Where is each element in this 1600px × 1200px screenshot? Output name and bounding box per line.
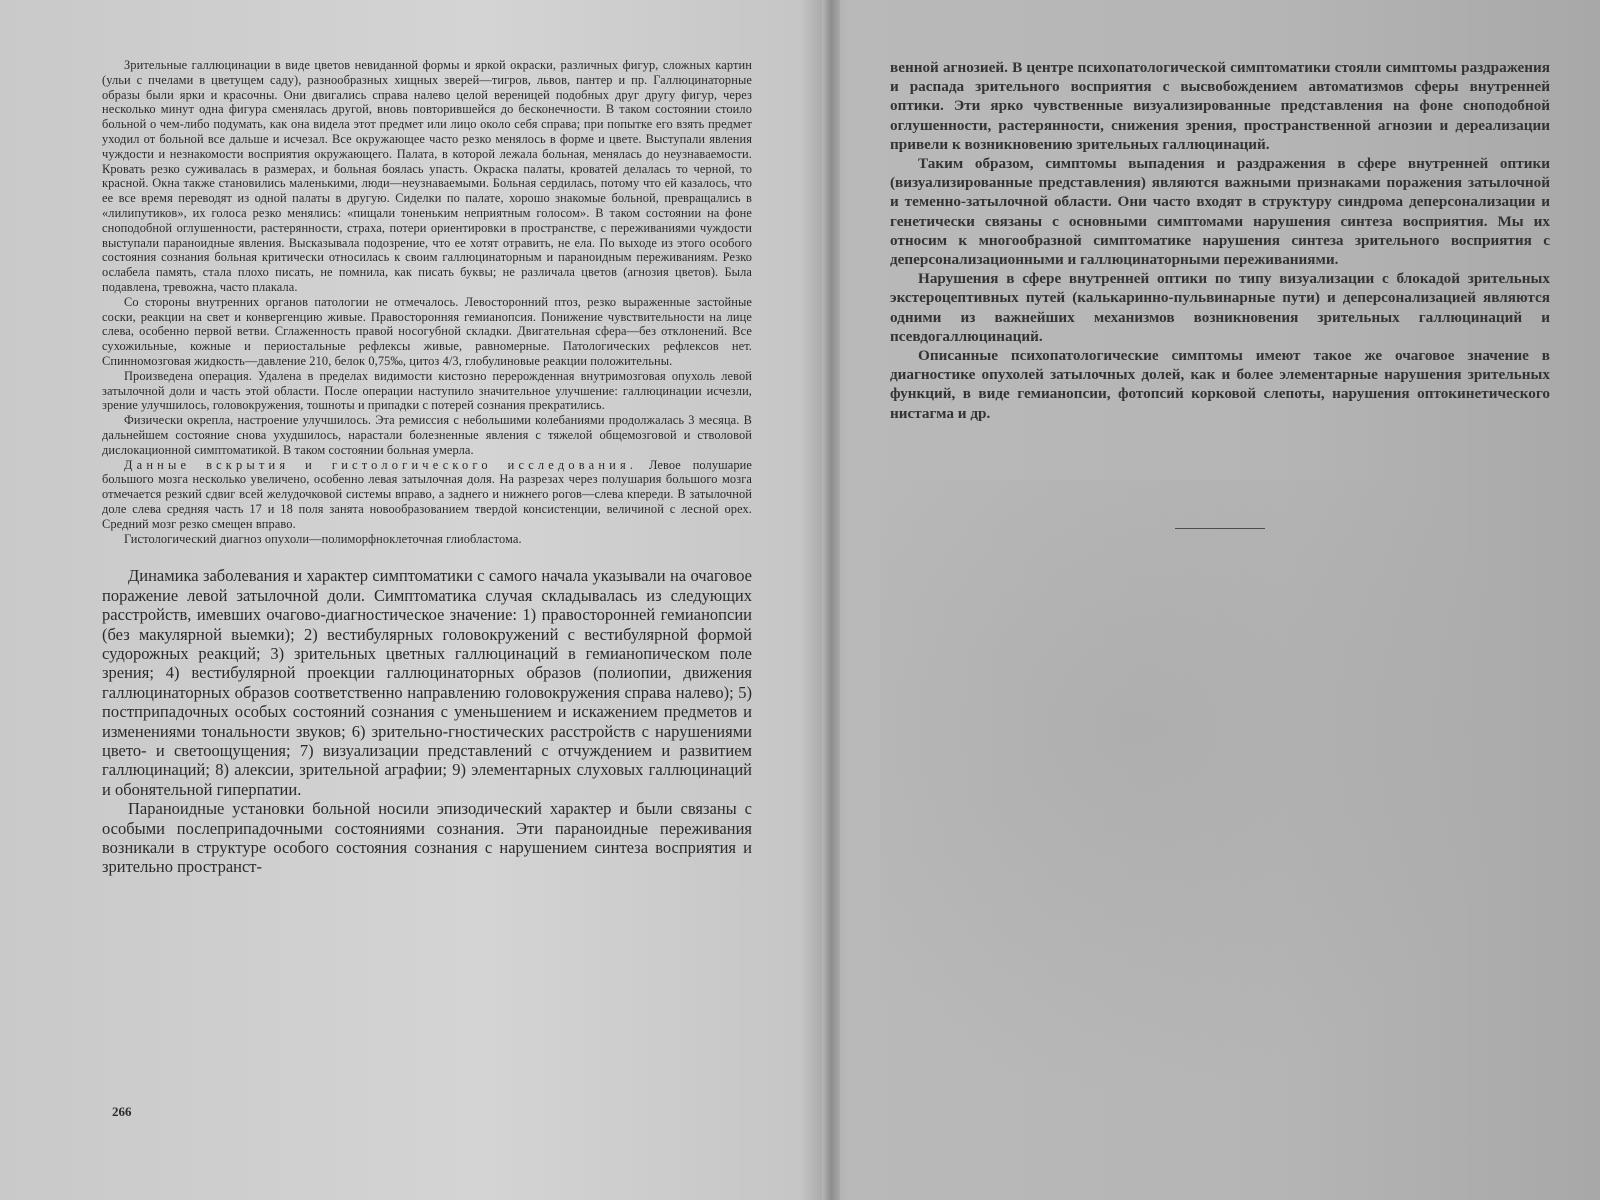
- conclusion-paragraph: венной агнозией. В центре психопатологической симптоматики стояли симптомы раздражения и распада зрительного восприятия с высвобождением автоматизмов сферы внутренней оптики. Эти ярко чувственные визуализированные представления на фоне сноподобной оглушенности, растерянности, снижения зрения, пространственной агнозии и дереализации привели к возникновению зрительных галлюцинаций.: [890, 59, 1550, 153]
- discussion-paragraph: Параноидные установки больной носили эпизодический характер и были связаны с особыми послеприпадочными состояниями сознания. Эти параноидные переживания возникали в структуре особого состояния сознания с нарушением синтеза восприятия и зрительно пространст-: [102, 799, 752, 877]
- autopsy-text: Левое полушарие большого мозга несколько увеличено, особенно левая затылочная доля. На разрезах через полушария большого мозга отмечается резкий сдвиг всей желудочковой системы вправо, а заднего и нижнего рогов—слева кпереди. В затылочной доле слева средняя часть 17 и 18 поля занята новообразованием твердой консистенции, величиной с лесной орех. Средний мозг резко смещен вправо.: [102, 457, 752, 531]
- histology-diagnosis: Гистологический диагноз опухоли—полиморфноклеточная глиобластома.: [124, 531, 522, 546]
- conclusion-paragraph: Описанные психопатологические симптомы имеют такое же очаговое значение в диагностике опухолей затылочных долей, как и более элементарные нарушения зрительных функций, в виде гемианопсии, фотопсий корковой слепоты, нарушения оптокинетического нистагма и др.: [890, 347, 1550, 422]
- book-gutter: [822, 0, 840, 1200]
- left-page: [102, 58, 752, 1138]
- conclusion-paragraph: Таким образом, симптомы выпадения и раздражения в сфере внутренней оптики (визуализированные представления) являются важными признаками поражения затылочной и теменно-затылочной области. Они часто входят в структуру синдрома деперсонализации и генетически связаны с основными симптомами нарушения синтеза восприятия. Мы их относим к многообразной симптоматике нарушения синтеза зрительного восприятия с деперсонализационными и галлюцинаторными переживаниями.: [890, 155, 1550, 269]
- discussion: [102, 566, 752, 877]
- case-paragraph: Произведена операция. Удалена в пределах видимости кистозно перерожденная внутримозговая опухоль левой затылочной доли и часть этой области. После операции наступило значительное улучшение: галлюцинации исчезли, зрение улучшилось, головокружения, тошноты и припадки с потерей сознания прекратились.: [102, 368, 752, 413]
- case-paragraph: Зрительные галлюцинации в виде цветов невиданной формы и яркой окраски, различных фигур, сложных картин (ульи с пчелами в цветущем саду), разнообразных хищных зверей—тигров, львов, пантер и пр. Галлюцинаторные образы были ярки и красочны. Они двигались справа налево целой вереницей подобных друг другу фигур, через несколько минут одна фигура сменялась другой, вновь повторившейся до бесконечности. В таком состоянии стоило больной о чем-либо подумать, как она видела этот предмет или лицо около себя справа; при попытке его взять предмет уходил от больной все дальше и исчезал. Все окружающее часто резко менялось в форме и цвете. Выступали явления чуждости и незнакомости восприятия окружающего. Палата, в которой лежала больная, менялась до неузнаваемости. Кровать резко суживалась в размерах, и больная боялась упасть. Окраска палаты, кроватей делалась то черной, то красной. Окна также становились маленькими, люди—неузнаваемыми. Больная сердилась, потому что ей казалось, что ее все время переводят из одной палаты в другую. Сиделки по палате, хорошо знакомые больной, превращались в «лилипутиков», их голоса резко менялись: «пищали тоненьким неприятным голосом». В таком состоянии на фоне сноподобной оглушенности, растерянности, страха, потери ориентировки в пространстве, с переживаниями чуждости выступали параноидные явления. Высказывала подозрение, что ее хотят отравить, не ела. По выходе из этого особого состояния сознания больная критически относилась к своим галлюцинаторным и параноидным переживаниям. Резко ослабела память, стала плохо писать, не помнила, как писать буквы; не различала цветов (агнозия цветов). Была подавлена, тревожна, часто плакала.: [102, 58, 752, 294]
- autopsy-heading: Данные вскрытия и гистологического исследования.: [124, 457, 638, 472]
- case-paragraph: Физически окрепла, настроение улучшилось. Эта ремиссия с небольшими колебаниями продолжалась 3 месяца. В дальнейшем состояние снова ухудшилось, нарастали болезненные явления с тяжелой общемозговой и стволовой дислокационной симптоматикой. В таком состоянии больная умерла.: [102, 413, 752, 457]
- show-through-shadow: [880, 480, 1520, 1100]
- page-number: 266: [112, 1104, 132, 1119]
- case-description: [102, 58, 752, 546]
- autopsy-paragraph: [102, 458, 752, 532]
- discussion-paragraph: Динамика заболевания и характер симптоматики с самого начала указывали на очаговое поражение левой затылочной доли. Симптоматика случая складывалась из следующих расстройств, имевших очагово-диагностическое значение: 1) правосторонней гемианопсии (без макулярной выемки); 2) вестибулярных головокружений с вестибулярной формой судорожных реакций; 3) зрительных цветных галлюцинаций в гемианопическом поле зрения; 4) вестибулярной проекции галлюцинаторных образов (полиопии, движения галлюцинаторных образов соответственно направлению головокружения справа налево); 5) постприпадочных особых состояний сознания с уменьшением и искажением предметов и изменениями тональности звуков; 6) зрительно-гностических расстройств с нарушениями цвето- и светоощущения; 7) визуализации представлений с отчуждением и развитием галлюцинаций; 8) алексии, зрительной аграфии; 9) элементарных слуховых галлюцинаций и обонятельной гиперпатии.: [102, 566, 752, 799]
- conclusion-paragraph: Нарушения в сфере внутренней оптики по типу визуализации с блокадой зрительных экстероцептивных путей (калькаринно-пульвинарные пути) и деперсонализацией являются одними из важнейших механизмов возникновения зрительных галлюцинаций и псевдогаллюцинаций.: [890, 270, 1550, 345]
- case-paragraph: Со стороны внутренних органов патологии не отмечалось. Левосторонний птоз, резко выраженные застойные соски, реакции на свет и конвергенцию живые. Правосторонняя гемианопсия. Понижение чувствительности на лице слева, особенно первой ветви. Сглаженность правой носогубной складки. Двигательная сфера—без отклонений. Все сухожильные, кожные и периостальные рефлексы живые, равномерные. Патологических рефлексов нет. Спинномозговая жидкость—давление 210, белок 0,75‰, цитоз 4/3, глобулиновые реакции положительны.: [102, 294, 752, 368]
